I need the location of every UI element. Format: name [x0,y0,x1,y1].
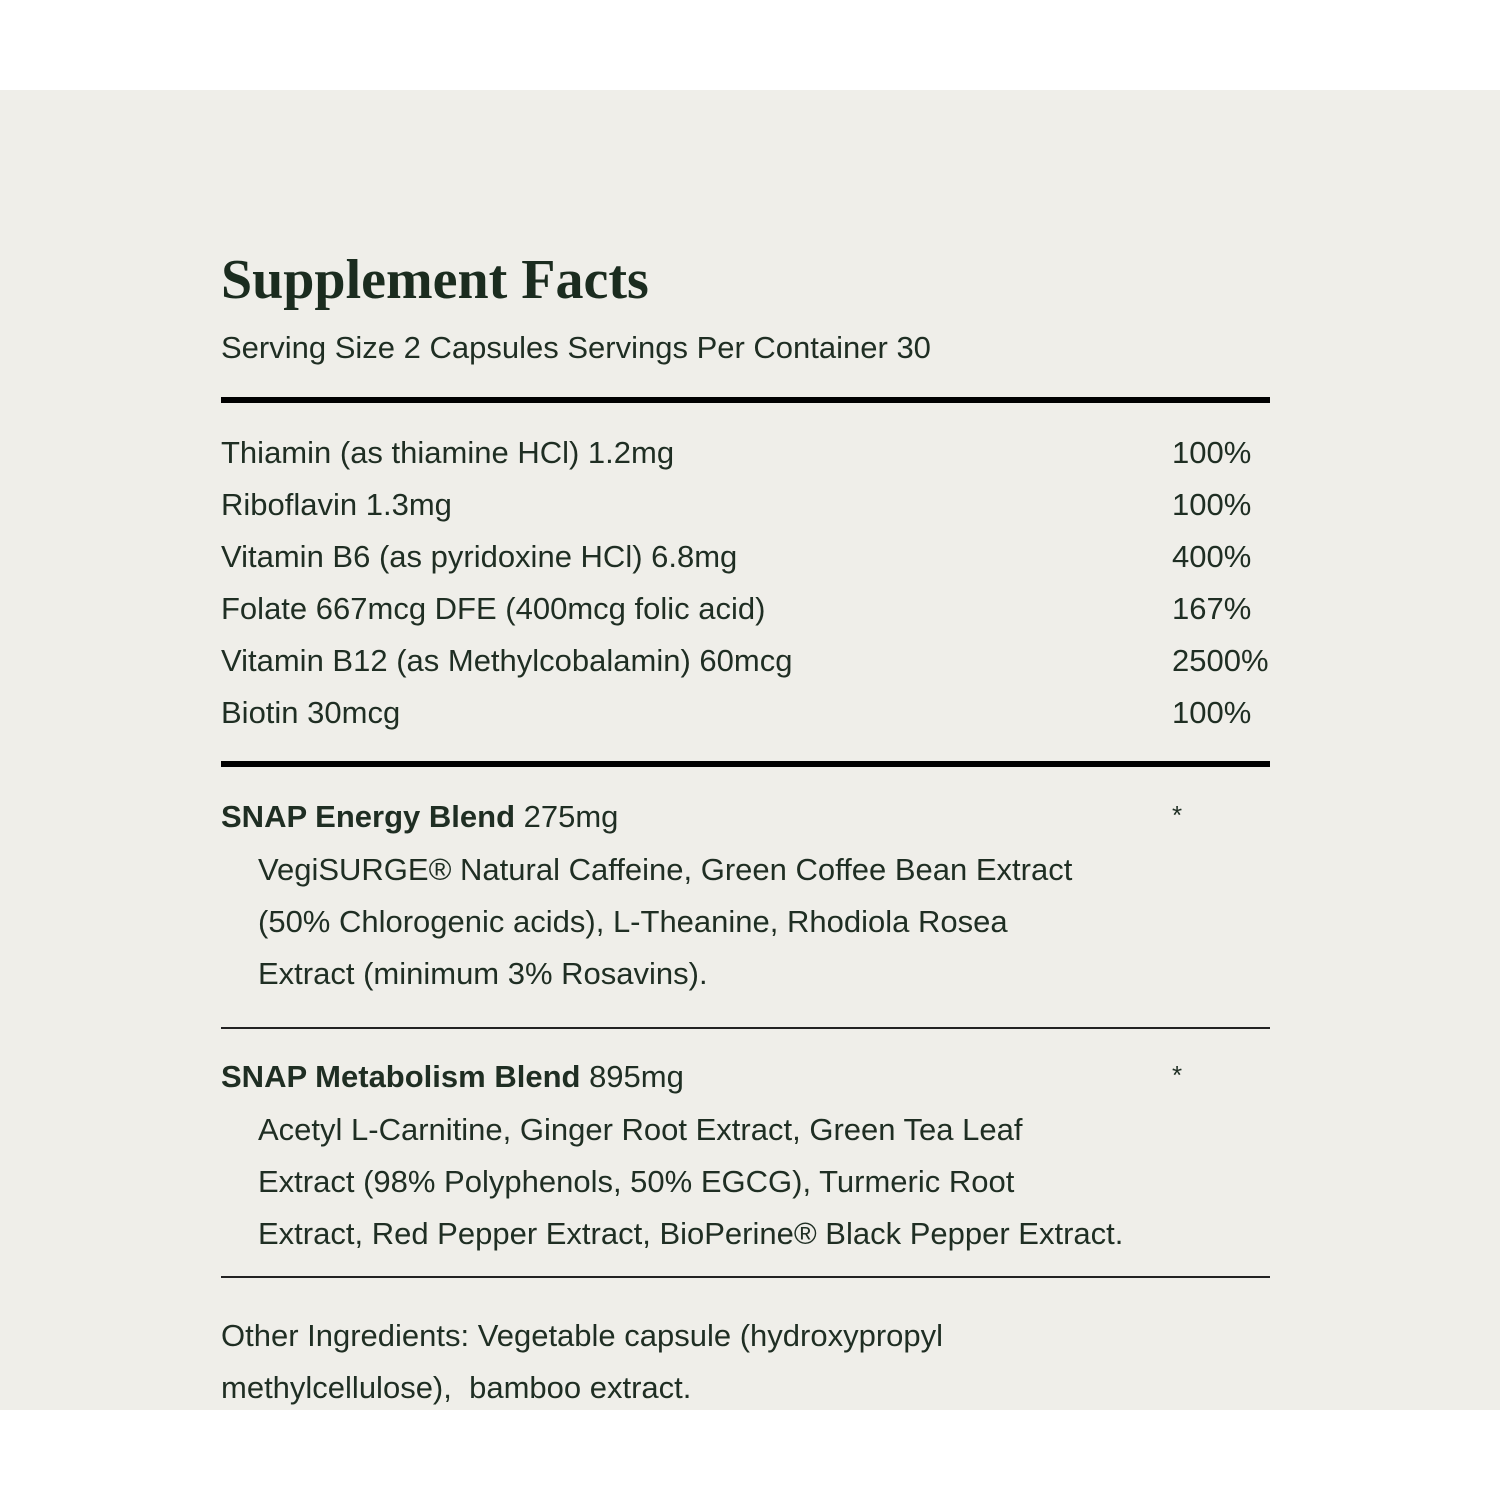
ingredient-line: Extract (98% Polyphenols, 50% EGCG), Turmeric Root [258,1164,1015,1199]
daily-value: 400% [1172,539,1252,574]
ingredient-line: (50% Chlorogenic acids), L-Theanine, Rhodiola Rosea [258,904,1008,939]
nutrient-name: Vitamin B12 (as Methylcobalamin) 60mcg [221,643,793,678]
daily-value-asterisk: * [1172,800,1183,830]
nutrient-name: Folate 667mcg DFE (400mcg folic acid) [221,591,766,626]
nutrient-name: Biotin 30mcg [221,695,401,730]
nutrient-row [221,695,1281,731]
blend-ingredients [258,844,1258,1000]
blend-name: SNAP Energy Blend [221,799,516,834]
divider-thin [221,1027,1270,1029]
blend-name: SNAP Metabolism Blend [221,1059,581,1094]
nutrient-name: Thiamin (as thiamine HCl) 1.2mg [221,435,675,470]
daily-value: 100% [1172,695,1252,730]
divider-thin [221,1276,1270,1278]
daily-value: 167% [1172,591,1252,626]
ingredient-line: VegiSURGE® Natural Caffeine, Green Coffee Bean Extract [258,852,1073,887]
serving-info: Serving Size 2 Capsules Servings Per Container 30 [221,330,931,365]
blend-heading [221,1059,684,1095]
nutrient-name: Riboflavin 1.3mg [221,487,452,522]
daily-value: 100% [1172,487,1252,522]
nutrient-row [221,539,1281,575]
blend-heading [221,799,618,835]
nutrient-name: Vitamin B6 (as pyridoxine HCl) 6.8mg [221,539,738,574]
blend-amount: 895mg [589,1059,684,1094]
ingredient-line: Extract (minimum 3% Rosavins). [258,956,708,991]
other-ingredients [221,1310,1121,1414]
daily-value: 100% [1172,435,1252,470]
page-title: Supplement Facts [221,249,649,311]
nutrient-row [221,591,1281,627]
daily-value: 2500% [1172,643,1269,678]
nutrient-row [221,435,1281,471]
other-ingredients-line: Other Ingredients: Vegetable capsule (hydroxypropyl [221,1318,944,1353]
divider-thick [221,761,1270,767]
ingredient-line: Acetyl L-Carnitine, Ginger Root Extract, Green Tea Leaf [258,1112,1023,1147]
blend-amount: 275mg [523,799,619,834]
daily-value-asterisk: * [1172,1060,1183,1090]
nutrient-row [221,643,1281,679]
divider-thick [221,397,1270,403]
blend-ingredients [258,1104,1258,1260]
nutrient-row [221,487,1281,523]
ingredient-line: Extract, Red Pepper Extract, BioPerine® Black Pepper Extract. [258,1216,1124,1251]
other-ingredients-line: methylcellulose), bamboo extract. [221,1370,692,1405]
